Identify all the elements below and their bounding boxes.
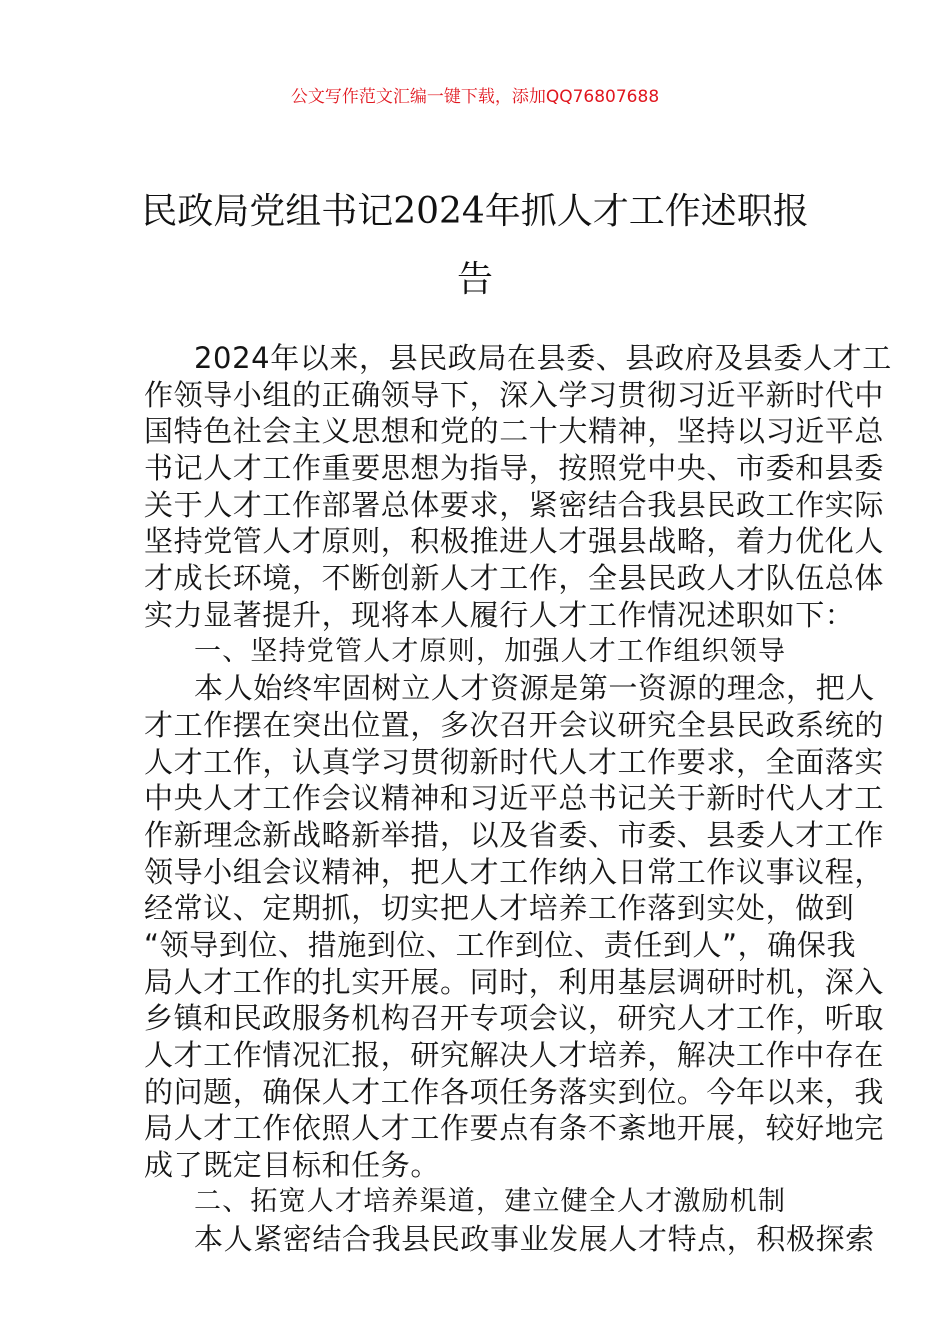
paragraph-line: 才工作摆在突出位置，多次召开会议研究全县民政系统的 <box>144 707 885 742</box>
document-body <box>144 340 892 1257</box>
paragraph-line: 经常议、定期抓，切实把人才培养工作落到实处，做到 <box>144 891 855 926</box>
watermark-banner: 公文写作范文汇编一键下载，添加QQ76807688 <box>290 87 660 107</box>
paragraph-line: 国特色社会主义思想和党的二十大精神，坚持以习近平总 <box>144 414 885 449</box>
paragraph-line: 本人始终牢固树立人才资源是第一资源的理念，把人 <box>194 671 875 706</box>
paragraph-line: 实力显著提升，现将本人履行人才工作情况述职如下： <box>144 597 855 632</box>
paragraph-line: 书记人才工作重要思想为指导，按照党中央、市委和县委 <box>144 451 885 486</box>
paragraph-line: 成了既定目标和任务。 <box>144 1148 441 1183</box>
paragraph-line: 的问题，确保人才工作各项任务落实到位。今年以来，我 <box>144 1074 885 1109</box>
title-line-2: 告 <box>456 259 493 300</box>
paragraph-line: 局人才工作依照人才工作要点有条不紊地开展，较好地完 <box>144 1111 885 1146</box>
paragraph-line: 人才工作，认真学习贯彻新时代人才工作要求，全面落实 <box>144 744 885 779</box>
document-title <box>140 178 810 314</box>
paragraph-line: 本人紧密结合我县民政事业发展人才特点，积极探索 <box>194 1221 875 1256</box>
paragraph-line: 乡镇和民政服务机构召开专项会议，研究人才工作，听取 <box>144 1001 885 1036</box>
paragraph-line: 关于人才工作部署总体要求，紧密结合我县民政工作实际 <box>144 487 885 522</box>
title-line-1: 民政局党组书记2024年抓人才工作述职报 <box>141 191 809 232</box>
section-heading-1: 一、坚持党管人才原则，加强人才工作组织领导 <box>194 635 787 667</box>
paragraph-line: 坚持党管人才原则，积极推进人才强县战略，着力优化人 <box>144 524 885 559</box>
paragraph-line: 人才工作情况汇报，研究解决人才培养，解决工作中存在 <box>144 1038 885 1073</box>
paragraph-line: 领导小组会议精神，把人才工作纳入日常工作议事议程， <box>144 854 885 889</box>
paragraph-line: 作新理念新战略新举措，以及省委、市委、县委人才工作 <box>144 817 885 852</box>
paragraph-line: 2024年以来，县民政局在县委、县政府及县委人才工 <box>194 341 892 375</box>
paragraph-line: 才成长环境，不断创新人才工作，全县民政人才队伍总体 <box>144 561 885 596</box>
paragraph-line: “领导到位、措施到位、工作到位、责任到人”，确保我 <box>144 928 857 962</box>
section-heading-2: 二、拓宽人才培养渠道，建立健全人才激励机制 <box>194 1185 787 1217</box>
paragraph-line: 作领导小组的正确领导下，深入学习贯彻习近平新时代中 <box>144 377 885 412</box>
paragraph-line: 中央人才工作会议精神和习近平总书记关于新时代人才工 <box>144 781 885 816</box>
paragraph-line: 局人才工作的扎实开展。同时，利用基层调研时机，深入 <box>144 964 885 999</box>
